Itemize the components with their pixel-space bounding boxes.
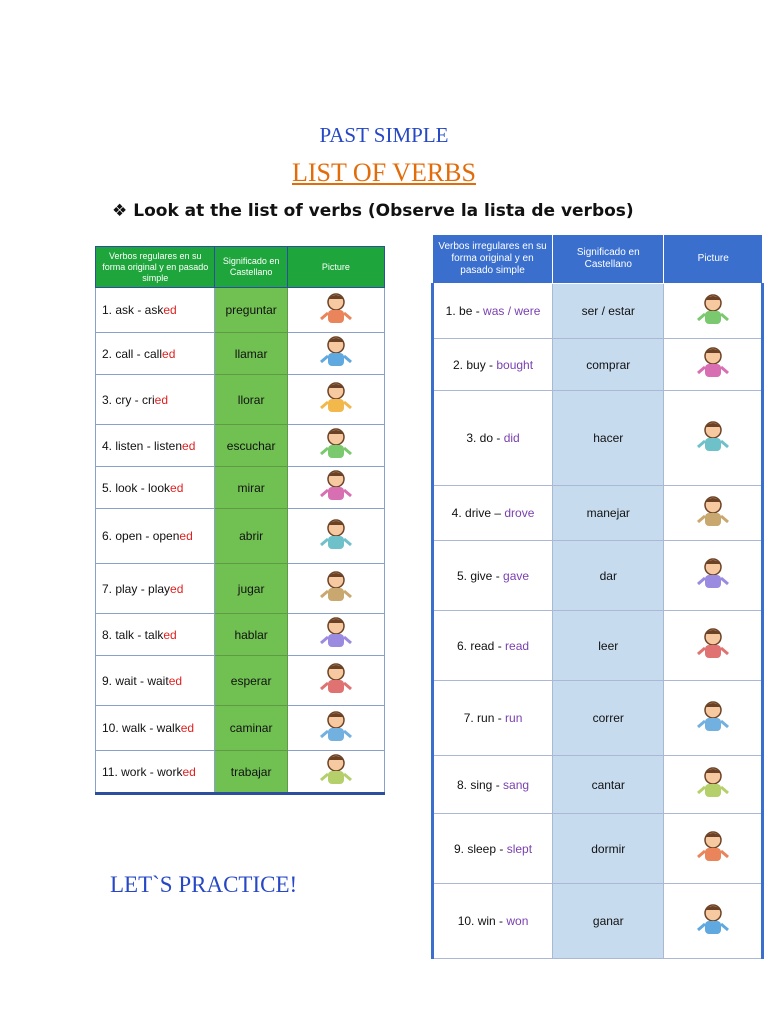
verb-base-text: 5. look - look (102, 480, 171, 495)
verb-ending-text: ed (182, 764, 196, 779)
irregular-verb-row (433, 486, 763, 541)
instruction-text: Look at the list of verbs (Observe la lista de verbos) (133, 201, 634, 221)
irregular-verb-cell (433, 681, 553, 756)
irregular-header-meaning: Significado en Castellano (553, 235, 664, 284)
singing-girl-icon (691, 765, 735, 804)
irregular-verb-cell (433, 756, 553, 814)
irregular-verb-cell (433, 611, 553, 681)
irregular-verb-cell (433, 814, 553, 884)
regular-verb-row (96, 706, 385, 751)
verb-base-text: 9. sleep - (454, 841, 507, 856)
regular-meaning-cell: abrir (215, 509, 287, 564)
verb-base-text: 1. be - (445, 304, 484, 318)
irregular-picture-cell (664, 756, 763, 814)
regular-meaning-cell: jugar (215, 564, 287, 614)
irregular-picture-cell (664, 814, 763, 884)
regular-verb-cell (96, 706, 215, 751)
regular-verb-cell (96, 375, 215, 425)
page-title: PAST SIMPLE (319, 123, 449, 147)
practice-heading: LET`S PRACTICE! (110, 872, 298, 897)
verb-base-text: 1. ask - ask (102, 303, 164, 317)
regular-verb-row (96, 656, 385, 706)
regular-picture-cell (287, 509, 384, 564)
verb-base-text: 3. cry - cri (102, 392, 155, 407)
regular-meaning-cell: trabajar (215, 751, 287, 794)
verb-past-text: slept (506, 841, 533, 856)
verb-base-text: 4. drive – (451, 506, 505, 520)
irregular-meaning-cell: dar (553, 541, 664, 611)
giving-flowers-icon (691, 556, 735, 595)
regular-verbs-table (95, 246, 385, 795)
verb-base-text: 10. win - (457, 914, 507, 928)
verb-base-text: 4. listen - listen (102, 438, 183, 453)
regular-verb-cell (96, 425, 215, 467)
irregular-meaning-cell: dormir (553, 814, 664, 884)
regular-verb-cell (96, 509, 215, 564)
actor-skull-icon (691, 292, 735, 331)
irregular-verb-row (433, 884, 763, 959)
walking-child-icon (314, 709, 358, 748)
verb-ending-text: ed (180, 721, 195, 735)
verb-base-text: 3. do - (466, 431, 504, 445)
irregular-verb-cell (433, 884, 553, 959)
regular-verb-row (96, 425, 385, 467)
irregular-verb-cell (433, 339, 553, 391)
working-computer-icon (314, 752, 358, 791)
regular-header-meaning: Significado en Castellano (215, 247, 287, 288)
sleeping-child-icon (691, 829, 735, 868)
irregular-meaning-cell: comprar (553, 339, 664, 391)
irregular-verb-row (433, 284, 763, 339)
irregular-header-picture: Picture (664, 235, 763, 284)
verb-past-text: drove (504, 506, 535, 520)
regular-picture-cell (287, 375, 384, 425)
irregular-verb-row (433, 814, 763, 884)
phone-call-icon (314, 334, 358, 373)
regular-meaning-cell: preguntar (215, 288, 287, 333)
irregular-picture-cell (664, 541, 763, 611)
verb-base-text: 2. call - call (102, 346, 163, 361)
regular-meaning-cell: escuchar (215, 425, 287, 467)
irregular-verb-cell (433, 486, 553, 541)
irregular-picture-cell (664, 681, 763, 756)
irregular-picture-cell (664, 611, 763, 681)
verb-past-text: run (505, 711, 523, 725)
irregular-picture-cell (664, 884, 763, 959)
regular-verb-row (96, 375, 385, 425)
verb-ending-text: ed (163, 303, 177, 317)
verb-ending-text: ed (170, 480, 184, 495)
verb-ending-text: ed (154, 392, 169, 407)
regular-verb-row (96, 564, 385, 614)
verb-base-text: 7. play - play (102, 581, 171, 596)
regular-verb-row (96, 509, 385, 564)
verb-base-text: 7. run - (463, 711, 506, 725)
waiting-bus-stop-icon (314, 661, 358, 700)
irregular-picture-cell (664, 391, 763, 486)
regular-header-picture: Picture (287, 247, 384, 288)
irregular-meaning-cell: ser / estar (553, 284, 664, 339)
crying-girl-icon (314, 380, 358, 419)
opening-door-icon (314, 517, 358, 556)
verb-ending-text: ed (170, 581, 184, 596)
regular-verb-cell (96, 751, 215, 794)
verb-base-text: 6. open - open (102, 529, 180, 543)
regular-header-verb: Verbos regulares en su forma original y en pasado simple (96, 247, 215, 288)
verb-past-text: gave (503, 568, 530, 583)
verb-ending-text: ed (182, 438, 196, 453)
irregular-header-row (433, 235, 763, 284)
verb-base-text: 2. buy - (453, 357, 497, 372)
verb-base-text: 5. give - (457, 568, 504, 583)
verb-ending-text: ed (163, 627, 177, 642)
verb-base-text: 8. sing - (457, 777, 504, 792)
irregular-meaning-cell: leer (553, 611, 664, 681)
verb-past-text: read (505, 638, 530, 653)
regular-picture-cell (287, 288, 384, 333)
regular-verb-row (96, 333, 385, 375)
listening-boy-icon (314, 426, 358, 465)
verb-base-text: 11. work - work (102, 764, 183, 779)
regular-picture-cell (287, 425, 384, 467)
irregular-picture-cell (664, 339, 763, 391)
irregular-picture-cell (664, 284, 763, 339)
verb-past-text: won (506, 914, 529, 928)
irregular-verb-row (433, 756, 763, 814)
regular-meaning-cell: caminar (215, 706, 287, 751)
irregular-verbs-table (431, 234, 764, 959)
irregular-verb-row (433, 681, 763, 756)
regular-meaning-cell: mirar (215, 467, 287, 509)
regular-verb-row (96, 467, 385, 509)
regular-verbs-body (96, 288, 385, 794)
regular-meaning-cell: hablar (215, 614, 287, 656)
regular-picture-cell (287, 333, 384, 375)
irregular-verb-cell (433, 284, 553, 339)
verb-past-text: sang (503, 777, 530, 792)
diamond-bullet-icon: ❖ (112, 201, 128, 221)
regular-verb-row (96, 614, 385, 656)
irregular-meaning-cell: ganar (553, 884, 664, 959)
irregular-verb-row (433, 391, 763, 486)
regular-verb-cell (96, 333, 215, 375)
verb-base-text: 9. wait - wait (102, 673, 169, 688)
irregular-meaning-cell: hacer (553, 391, 664, 486)
verb-past-text: did (503, 431, 520, 445)
irregular-verb-row (433, 339, 763, 391)
regular-verb-cell (96, 288, 215, 333)
talking-man-icon (314, 615, 358, 654)
homework-desk-icon (691, 419, 735, 458)
regular-verb-row (96, 288, 385, 333)
instruction-line (112, 201, 634, 221)
irregular-picture-cell (664, 486, 763, 541)
shopping-icon (691, 345, 735, 384)
asking-person-icon (314, 291, 358, 330)
irregular-meaning-cell: correr (553, 681, 664, 756)
playing-child-icon (314, 569, 358, 608)
regular-verb-row (96, 751, 385, 794)
verb-base-text: 6. read - (457, 638, 506, 653)
regular-header-row (96, 247, 385, 288)
irregular-verb-cell (433, 541, 553, 611)
verb-ending-text: ed (168, 673, 183, 688)
regular-meaning-cell: esperar (215, 656, 287, 706)
trophy-winner-icon (691, 902, 735, 941)
reading-book-icon (691, 626, 735, 665)
irregular-verb-cell (433, 391, 553, 486)
regular-verb-cell (96, 614, 215, 656)
verb-ending-text: ed (162, 346, 176, 361)
regular-meaning-cell: llorar (215, 375, 287, 425)
verb-ending-text: ed (179, 529, 193, 543)
irregular-verb-row (433, 541, 763, 611)
regular-picture-cell (287, 706, 384, 751)
running-boy-icon (691, 699, 735, 738)
regular-picture-cell (287, 467, 384, 509)
regular-picture-cell (287, 614, 384, 656)
verb-base-text: 8. talk - talk (102, 627, 164, 642)
irregular-meaning-cell: cantar (553, 756, 664, 814)
regular-picture-cell (287, 564, 384, 614)
regular-picture-cell (287, 751, 384, 794)
irregular-verb-row (433, 611, 763, 681)
page-subtitle: LIST OF VERBS (292, 158, 476, 187)
red-car-icon (691, 494, 735, 533)
verb-past-text: bought (496, 357, 534, 372)
regular-meaning-cell: llamar (215, 333, 287, 375)
verb-past-text: was / were (483, 304, 541, 318)
verb-base-text: 10. walk - walk (102, 721, 181, 735)
regular-picture-cell (287, 656, 384, 706)
regular-verb-cell (96, 656, 215, 706)
irregular-verbs-body (433, 284, 763, 959)
regular-verb-cell (96, 467, 215, 509)
binoculars-icon (314, 468, 358, 507)
irregular-header-verb: Verbos irregulares en su forma original y en pasado simple (433, 235, 553, 284)
regular-verb-cell (96, 564, 215, 614)
irregular-meaning-cell: manejar (553, 486, 664, 541)
